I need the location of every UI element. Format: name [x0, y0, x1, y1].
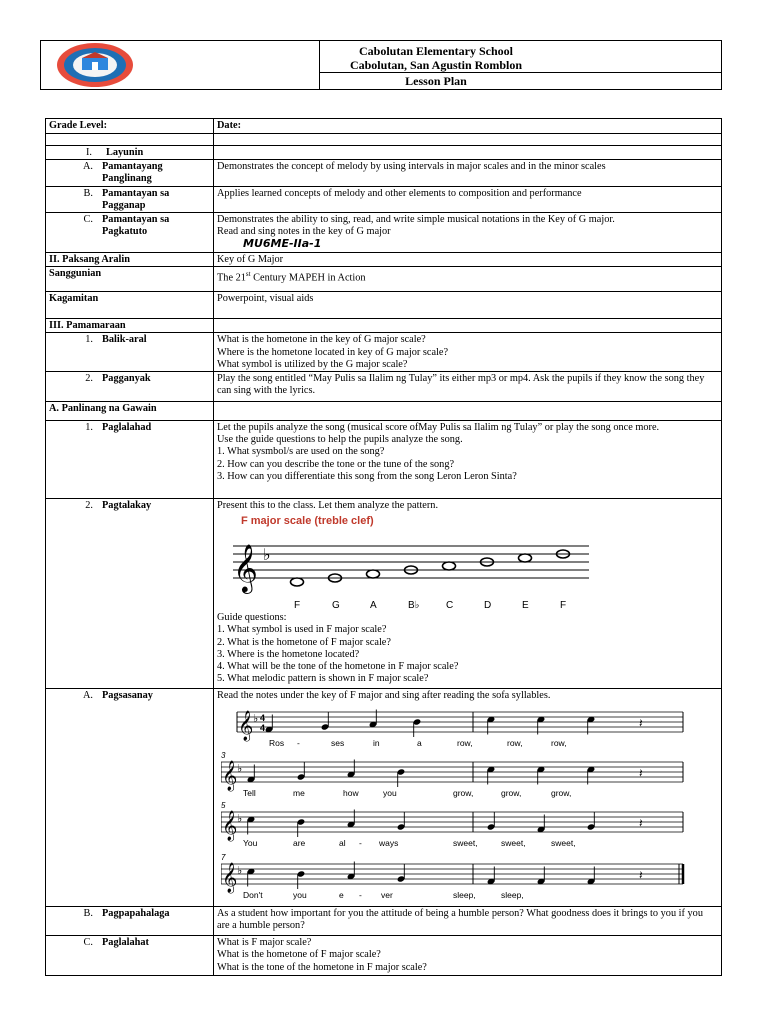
layunin-heading: I. Layunin: [46, 146, 214, 160]
competency-code: MU6ME-IIa-1: [243, 237, 322, 251]
rest-icon: 𝄽: [639, 868, 643, 883]
lyric-syllable: sweet,: [551, 838, 576, 849]
lyric-syllable: sleep,: [453, 890, 476, 901]
paglalahad-label: 1. Paglalahad: [46, 421, 214, 499]
flat-sign-icon: ♭: [263, 547, 271, 565]
treble-clef-icon: 𝄞: [222, 862, 238, 893]
paksang-aralin-text: Key of G Major: [214, 253, 722, 267]
balik-aral-text: What is the hometone in the key of G major scale? Where is the hometone located in key of G major scale? What symbol is utilized by the G major scale?: [214, 333, 722, 372]
pagsasanay-label: A. Pagsasanay: [46, 689, 214, 907]
lyric-syllable: e: [339, 890, 344, 901]
score-system: [237, 710, 683, 749]
pamantayan-pagganap-label: B. Pamantayan sa Pagganap: [46, 186, 214, 212]
paglalahat-label: C. Paglalahat: [46, 936, 214, 976]
rest-icon: 𝄽: [639, 816, 643, 831]
lyric-syllable: grow,: [551, 788, 572, 799]
lyric-syllable: ver: [381, 890, 393, 901]
date-label: Date:: [214, 119, 722, 134]
treble-clef-icon: 𝄞: [238, 710, 254, 741]
lyric-syllable: al: [339, 838, 346, 849]
paksang-aralin-label: II. Paksang Aralin: [46, 253, 214, 267]
scale-note: [291, 578, 304, 586]
score-system: [221, 853, 683, 900]
time-signature-top: 4: [260, 713, 266, 724]
pamantayan-pagkatuto-label: C. Pamantayan sa Pagkatuto: [46, 213, 214, 253]
paglalahat-text: What is F major scale? What is the hometone of F major scale? What is the tone of the hometone in F major scale?: [214, 936, 722, 976]
lyric-syllable: grow,: [501, 788, 522, 799]
lyric-syllable: sweet,: [453, 838, 478, 849]
pagpapahalaga-text: As a student how important for you the attitude of being a humble person? What goodness does it brings to you if you are a humble person?: [214, 907, 722, 936]
paglalahad-text: Let the pupils analyze the song (musical score ofMay Pulis sa Ilalim ng Tulay” or play the song once more. Use the guide questions to help the pupils analyze the song. 1. What sysmbol/s are used on the song? 2. How can you describe the tone or the tune of the song? 3. How can you differentiate this song from the song Leron Leron Sinta?: [214, 421, 722, 499]
lyric-syllable: row,: [507, 738, 523, 749]
lyric-syllable: in: [373, 738, 380, 749]
pagtalakay-text: Present this to the class. Let them analyze the pattern. F major scale (treble clef) 𝄞 ♭ F G A B♭ C D E F Guide questions: 1. What symbol is used in F major scale? 2. What is the hometone of F major scale? 3. Where is the hometone located? 4. What will be the tone of the hometone in F major scale? 5. What melodic pattern is shown in F major scale?: [214, 499, 722, 689]
lyric-syllable: -: [359, 890, 362, 901]
pamantayan-pagkatuto-text: Demonstrates the ability to sing, read, and write simple musical notations in the Key of G major. Read and sing notes in the key of G major MU6ME-IIa-1: [214, 213, 722, 253]
song-score-figure: [221, 702, 701, 906]
lyric-syllable: -: [359, 838, 362, 849]
treble-clef-icon: 𝄞: [222, 810, 238, 841]
scale-note-label: E: [522, 600, 529, 612]
sanggunian-text: The 21st Century MAPEH in Action: [214, 267, 722, 292]
flat-sign-icon: ♭: [237, 813, 243, 826]
scale-note-label: B♭: [408, 600, 420, 612]
measure-number: 3: [221, 751, 226, 761]
kagamitan-text: Powerpoint, visual aids: [214, 292, 722, 319]
lyric-syllable: Ros: [269, 738, 285, 749]
scale-note-label: D: [484, 600, 492, 612]
flat-sign-icon: ♭: [253, 713, 259, 726]
sanggunian-label: Sanggunian: [46, 267, 214, 292]
pamantayang-panglinang-label: A. Pamantayang Panglinang: [46, 160, 214, 186]
lyric-syllable: ways: [379, 838, 399, 849]
lyric-syllable: are: [293, 838, 306, 849]
school-logo: [52, 41, 138, 89]
school-name: Cabolutan Elementary School: [358, 44, 513, 58]
treble-clef-icon: 𝄞: [233, 544, 258, 592]
lyric-syllable: you: [383, 788, 397, 799]
lyric-syllable: how: [343, 788, 359, 799]
scale-note-label: F: [294, 600, 301, 612]
scale-note: [443, 562, 456, 570]
lyric-syllable: row,: [551, 738, 567, 749]
lyric-syllable: You: [243, 838, 258, 849]
scale-note-label: F: [560, 600, 567, 612]
panlinang-label: A. Panlinang na Gawain: [46, 402, 214, 421]
pamamaraan-label: III. Pamamaraan: [46, 319, 214, 333]
treble-clef-icon: 𝄞: [222, 760, 238, 791]
rest-icon: 𝄽: [639, 716, 643, 731]
school-address: Cabolutan, San Agustin Romblon: [349, 58, 523, 72]
pamantayan-pagganap-text: Applies learned concepts of melody and other elements to composition and performance: [214, 186, 722, 212]
lyric-syllable: sweet,: [501, 838, 526, 849]
lyric-syllable: me: [293, 788, 305, 799]
time-signature-bottom: 4: [260, 723, 266, 734]
scale-note-label: C: [446, 600, 454, 612]
lyric-syllable: sleep,: [501, 890, 524, 901]
kagamitan-label: Kagamitan: [46, 292, 214, 319]
lyric-syllable: a: [417, 738, 422, 749]
rest-icon: 𝄽: [639, 766, 643, 781]
lyric-syllable: row,: [457, 738, 473, 749]
lyric-syllable: grow,: [453, 788, 474, 799]
score-system: [221, 801, 683, 848]
measure-number: 5: [221, 801, 226, 811]
scale-note: [367, 570, 380, 578]
measure-number: 7: [221, 853, 226, 863]
header-rule: [319, 72, 721, 73]
scale-note-label: A: [370, 600, 377, 612]
balik-aral-label: 1. Balik-aral: [46, 333, 214, 372]
flat-sign-icon: ♭: [237, 865, 243, 878]
scale-title: F major scale (treble clef): [241, 515, 374, 528]
f-major-scale-figure: [233, 512, 633, 612]
pamantayang-panglinang-text: Demonstrates the concept of melody by using intervals in major scales and in the minor scales: [214, 160, 722, 186]
doc-title: Lesson Plan: [405, 74, 467, 88]
scale-note: [519, 554, 532, 562]
pagganyak-text: Play the song entitled “May Pulis sa Ilalim ng Tulay” its either mp3 or mp4. Ask the pupils if they know the song they can sing with the lyrics.: [214, 372, 722, 402]
pagganyak-label: 2. Pagganyak: [46, 372, 214, 402]
lyric-syllable: you: [293, 890, 307, 901]
flat-sign-icon: ♭: [237, 763, 243, 776]
grade-level-label: Grade Level:: [46, 119, 214, 134]
pagsasanay-text: Read the notes under the key of F major and sing after reading the sofa syllables. 𝄞 ♭ 4 4 𝄽 Ros - ses in a row, row, row, 𝄞 ♭ 3 𝄽 Tell me how you grow, grow, grow, 𝄞 ♭ 5 𝄽 You are al - ways sweet, sweet, sweet, 𝄞 ♭ 7 𝄽 Don't you e - ver sleep, sleep,: [214, 689, 722, 907]
scale-note-label: G: [332, 600, 340, 612]
score-system: [221, 751, 683, 798]
lyric-syllable: Don't: [243, 890, 263, 901]
lesson-table: [45, 118, 722, 976]
pagtalakay-label: 2. Pagtalakay: [46, 499, 214, 689]
lyric-syllable: -: [297, 738, 300, 749]
lyric-syllable: ses: [331, 738, 345, 749]
header-box: [40, 40, 722, 90]
pagpapahalaga-label: B. Pagpapahalaga: [46, 907, 214, 936]
lyric-syllable: Tell: [243, 788, 256, 799]
